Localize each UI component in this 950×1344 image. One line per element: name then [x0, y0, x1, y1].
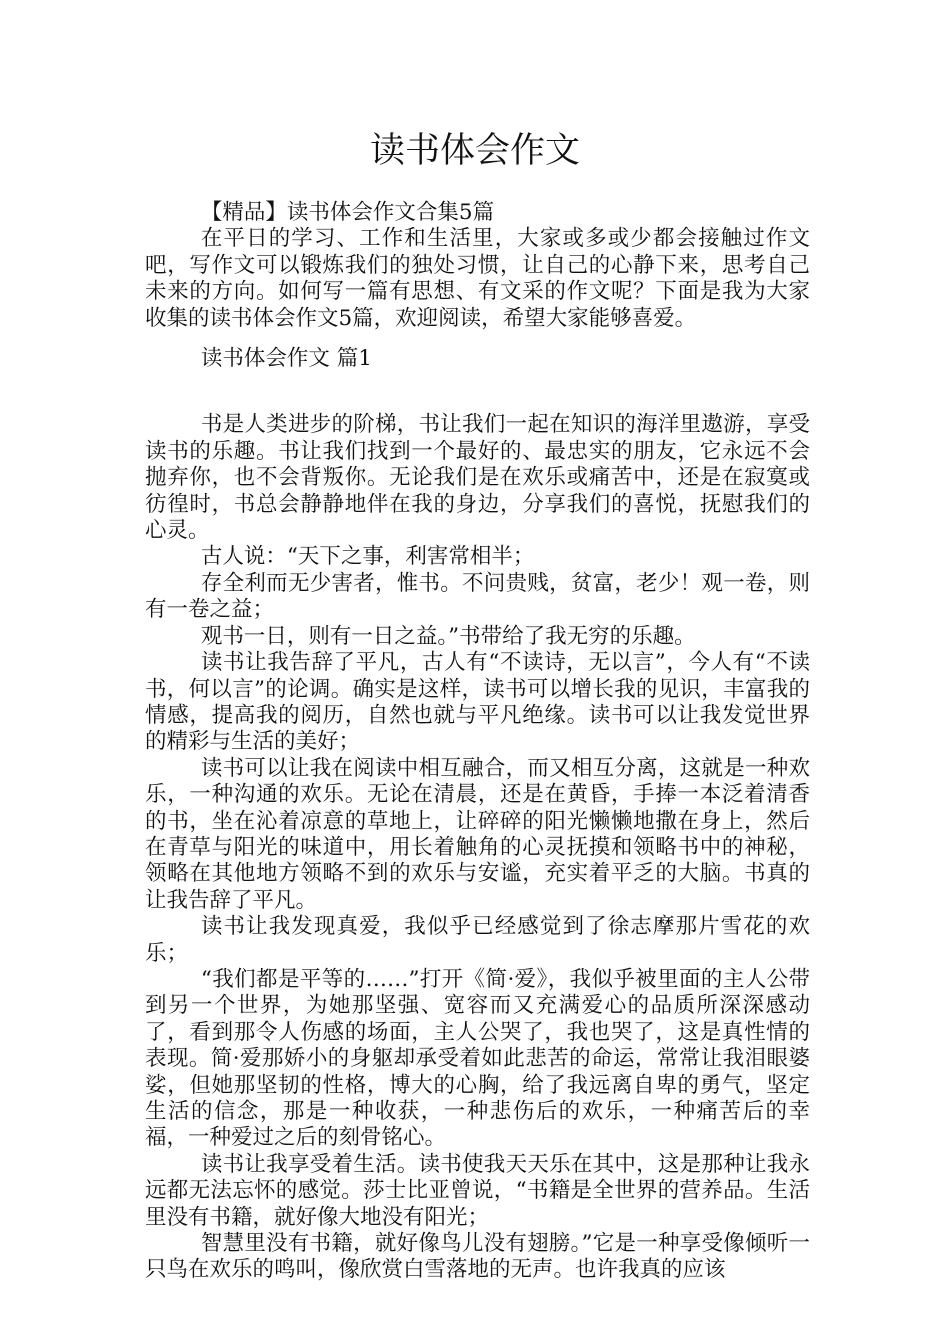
- section-heading: 读书体会作文 篇1: [200, 346, 372, 372]
- body-paragraph: “我们都是平等的……”打开《简·爱》，我似乎被里面的主人公带到另一个世界，为她那坚强、宽容而又充满爱心的品质所深深感动了，看到那令人伤感的场面，主人公哭了，我也哭了，这是真性情的表现。简·爱那娇小的身躯却承受着如此悲苦的命运，常常让我泪眼婆娑，但她那坚韧的性格，博大的心胸，给了我远离自卑的勇气，坚定生活的信念，那是一种收获，一种悲伤后的欢乐，一种痛苦后的幸福，一种爱过之后的刻骨铭心。: [145, 966, 810, 1151]
- body-paragraph: 智慧里没有书籍，就好像鸟儿没有翅膀。”它是一种享受像倾听一只鸟在欢乐的鸣叫，像欣赏白雪落地的无声。也许我真的应该: [145, 1231, 810, 1283]
- body-paragraph: 观书一日，则有一日之益。”书带给了我无穷的乐趣。: [200, 623, 696, 649]
- intro-paragraph: 在平日的学习、工作和生活里，大家或多或少都会接触过作文吧，写作文可以锻炼我们的独处习惯，让自己的心静下来，思考自己未来的方向。如何写一篇有思想、有文采的作文呢？下面是我为大家收集的读书体会作文5篇，欢迎阅读，希望大家能够喜爱。: [145, 226, 810, 331]
- intro-heading: 【精品】读书体会作文合集5篇: [200, 200, 495, 225]
- body-paragraph: 存全利而无少害者，惟书。不问贵贱，贫富，老少！观一卷，则有一卷之益；: [145, 570, 810, 623]
- body-paragraph: 读书让我享受着生活。读书使我天天乐在其中，这是那种让我永远都无法忘怀的感觉。莎士比亚曾说，“书籍是全世界的营养品。生活里没有书籍，就好像大地没有阳光；: [145, 1151, 810, 1230]
- body-paragraph: 读书让我发现真爱，我似乎已经感觉到了徐志摩那片雪花的欢乐；: [145, 914, 810, 966]
- body-paragraph: 读书让我告辞了平凡，古人有“不读诗，无以言”，今人有“不读书，何以言”的论调。确实是这样，读书可以增长我的见识，丰富我的情感，提高我的阅历，自然也就与平凡绝缘。读书可以让我发觉世界的精彩与生活的美好；: [145, 650, 810, 755]
- body-paragraph: 读书可以让我在阅读中相互融合，而又相互分离，这就是一种欢乐，一种沟通的欢乐。无论在清晨，还是在黄昏，手捧一本泛着清香的书，坐在沁着凉意的草地上，让碎碎的阳光懒懒地撒在身上，然后在青草与阳光的味道中，用长着触角的心灵抚摸和领略书中的神秘，领略在其他地方领略不到的欢乐与安谧，充实着平乏的大脑。书真的让我告辞了平凡。: [145, 755, 810, 913]
- body-paragraph: 书是人类进步的阶梯，书让我们一起在知识的海洋里遨游，享受读书的乐趣。书让我们找到一个最好的、最忠实的朋友，它永远不会抛弃你，也不会背叛你。无论我们是在欢乐或痛苦中，还是在寂寞或彷徨时，书总会静静地伴在我的身边，分享我们的喜悦，抚慰我们的心灵。: [145, 412, 810, 544]
- body-paragraph: 古人说：“天下之事，利害常相半；: [200, 544, 535, 570]
- document-body: [145, 200, 810, 1284]
- document-title: 读书体会作文: [369, 131, 580, 171]
